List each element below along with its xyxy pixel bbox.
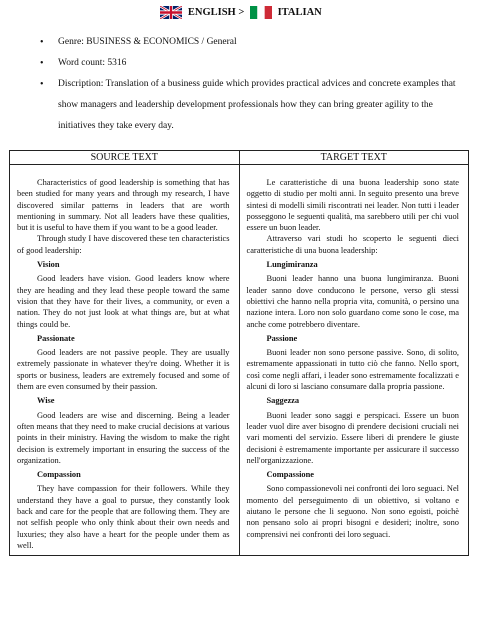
word-count-item: • Word count: 5316 [30, 53, 460, 74]
target-paragraph: Buoni leader sono saggi e perspicaci. Essere un buon leader vuol dire aver bisogno di prendere decisioni cruciali nei vari momenti del servizio. Essere liberi di prendere le giuste decisioni è estremamente importante per assicurare il successo nell'organizzazione. [246, 410, 459, 465]
uk-flag-icon [160, 6, 182, 19]
table-row [10, 165, 469, 556]
genre-item: • Genre: BUSINESS & ECONOMICS / General [30, 32, 460, 53]
target-paragraph: Sono compassionevoli nei confronti dei loro seguaci. Nel momento del perseguimento di un obiettivo, si voltano e aiutano le persone che li seguono. Non sono egoisti, poichè non pensano solo ai propri bisogni e desideri; inoltre, sono comprensivi nei confronti dei loro seguaci. [246, 484, 459, 539]
source-paragraph: Characteristics of good leadership is something that has been studied for many years and through my research, I have discovered similar patterns in leaders that are worth mentioning in summary. Not all leaders have these qualities, but it is useful to have them if you want to be a good leader. [17, 178, 230, 233]
description-item: • Discription: Translation of a business guide which provides practical advices and concrete examples that show managers and leadership development professionals how they can bring greater agility to the initiatives they take every day. [30, 74, 460, 137]
source-language: ENGLISH > [187, 7, 245, 18]
translation-table [9, 150, 469, 556]
target-text-cell [239, 165, 469, 556]
source-paragraph: Good leaders have vision. Good leaders know where they are heading and they lead these people toward the same vision that they have for their lives, a community, or even a nation. They do not just look at what things are, but at what things could be. [17, 274, 230, 329]
source-text-header: SOURCE TEXT [10, 151, 240, 165]
source-heading: Vision [37, 260, 60, 270]
source-heading: Compassion [37, 470, 81, 480]
target-text-header: TARGET TEXT [239, 151, 469, 165]
target-paragraph: Buoni leader non sono persone passive. Sono, di solito, estremamente appassionati in tutto ciò che fanno. Nello sport, così come negli affari, i leader sono estremamente focalizzati e alcuni di loro si lasciano consumare dalla propria passione. [246, 348, 459, 392]
target-paragraph: Attraverso vari studi ho scoperto le seguenti dieci caratteristiche di una buona leadership: [246, 234, 459, 255]
target-paragraph: Le caratteristiche di una buona leadership sono state oggetto di studio per molti anni. In seguito presento una breve sintesi di modelli simili riscontrati nei leader. Non tutti i leader posseggono le seguenti qualità, ma sarebbero utili per chi vuol essere un buon leader. [246, 178, 459, 233]
target-heading: Lungimiranza [266, 260, 318, 270]
target-heading: Passione [266, 333, 298, 343]
source-paragraph: Through study I have discovered these ten characteristics of good leadership: [17, 234, 230, 255]
target-language: ITALIAN [277, 7, 322, 18]
italy-flag-icon [250, 6, 272, 19]
target-paragraph: Buoni leader hanno una buona lungimiranza. Buoni leader sanno dove conducono le persone, verso gli stessi obiettivi che hanno nella propria vita, comunità, o persino una nazione intera. Loro non solo guardano come sono le cose, ma anche come potrebbero diventare. [246, 274, 459, 329]
source-heading: Passionate [37, 333, 75, 343]
source-paragraph: Good leaders are not passive people. They are usually extremely passionate in whatever they're doing. Whether it is sports or business, leaders are extremely focused and some of them are even consumed by their passion. [17, 348, 230, 392]
source-paragraph: They have compassion for their followers. While they understand they have a goal to pursue, they constantly look back and care for the people that are following them. They are not selfish people who only think about their own needs and luxuries; they also have a heart for the people under them as well. [17, 484, 230, 550]
target-heading: Compassione [266, 470, 314, 480]
source-paragraph: Good leaders are wise and discerning. Being a leader often means that they need to make crucial decisions at various points in their ministry. Having the wisdom to make the right decision is extremely important in ensuring the success of the organization. [17, 410, 230, 465]
source-heading: Wise [37, 396, 55, 406]
language-pair-header [0, 6, 479, 19]
table-header-row [10, 151, 469, 165]
source-text-cell [10, 165, 240, 556]
target-heading: Saggezza [266, 396, 300, 406]
project-details-list [30, 32, 460, 137]
